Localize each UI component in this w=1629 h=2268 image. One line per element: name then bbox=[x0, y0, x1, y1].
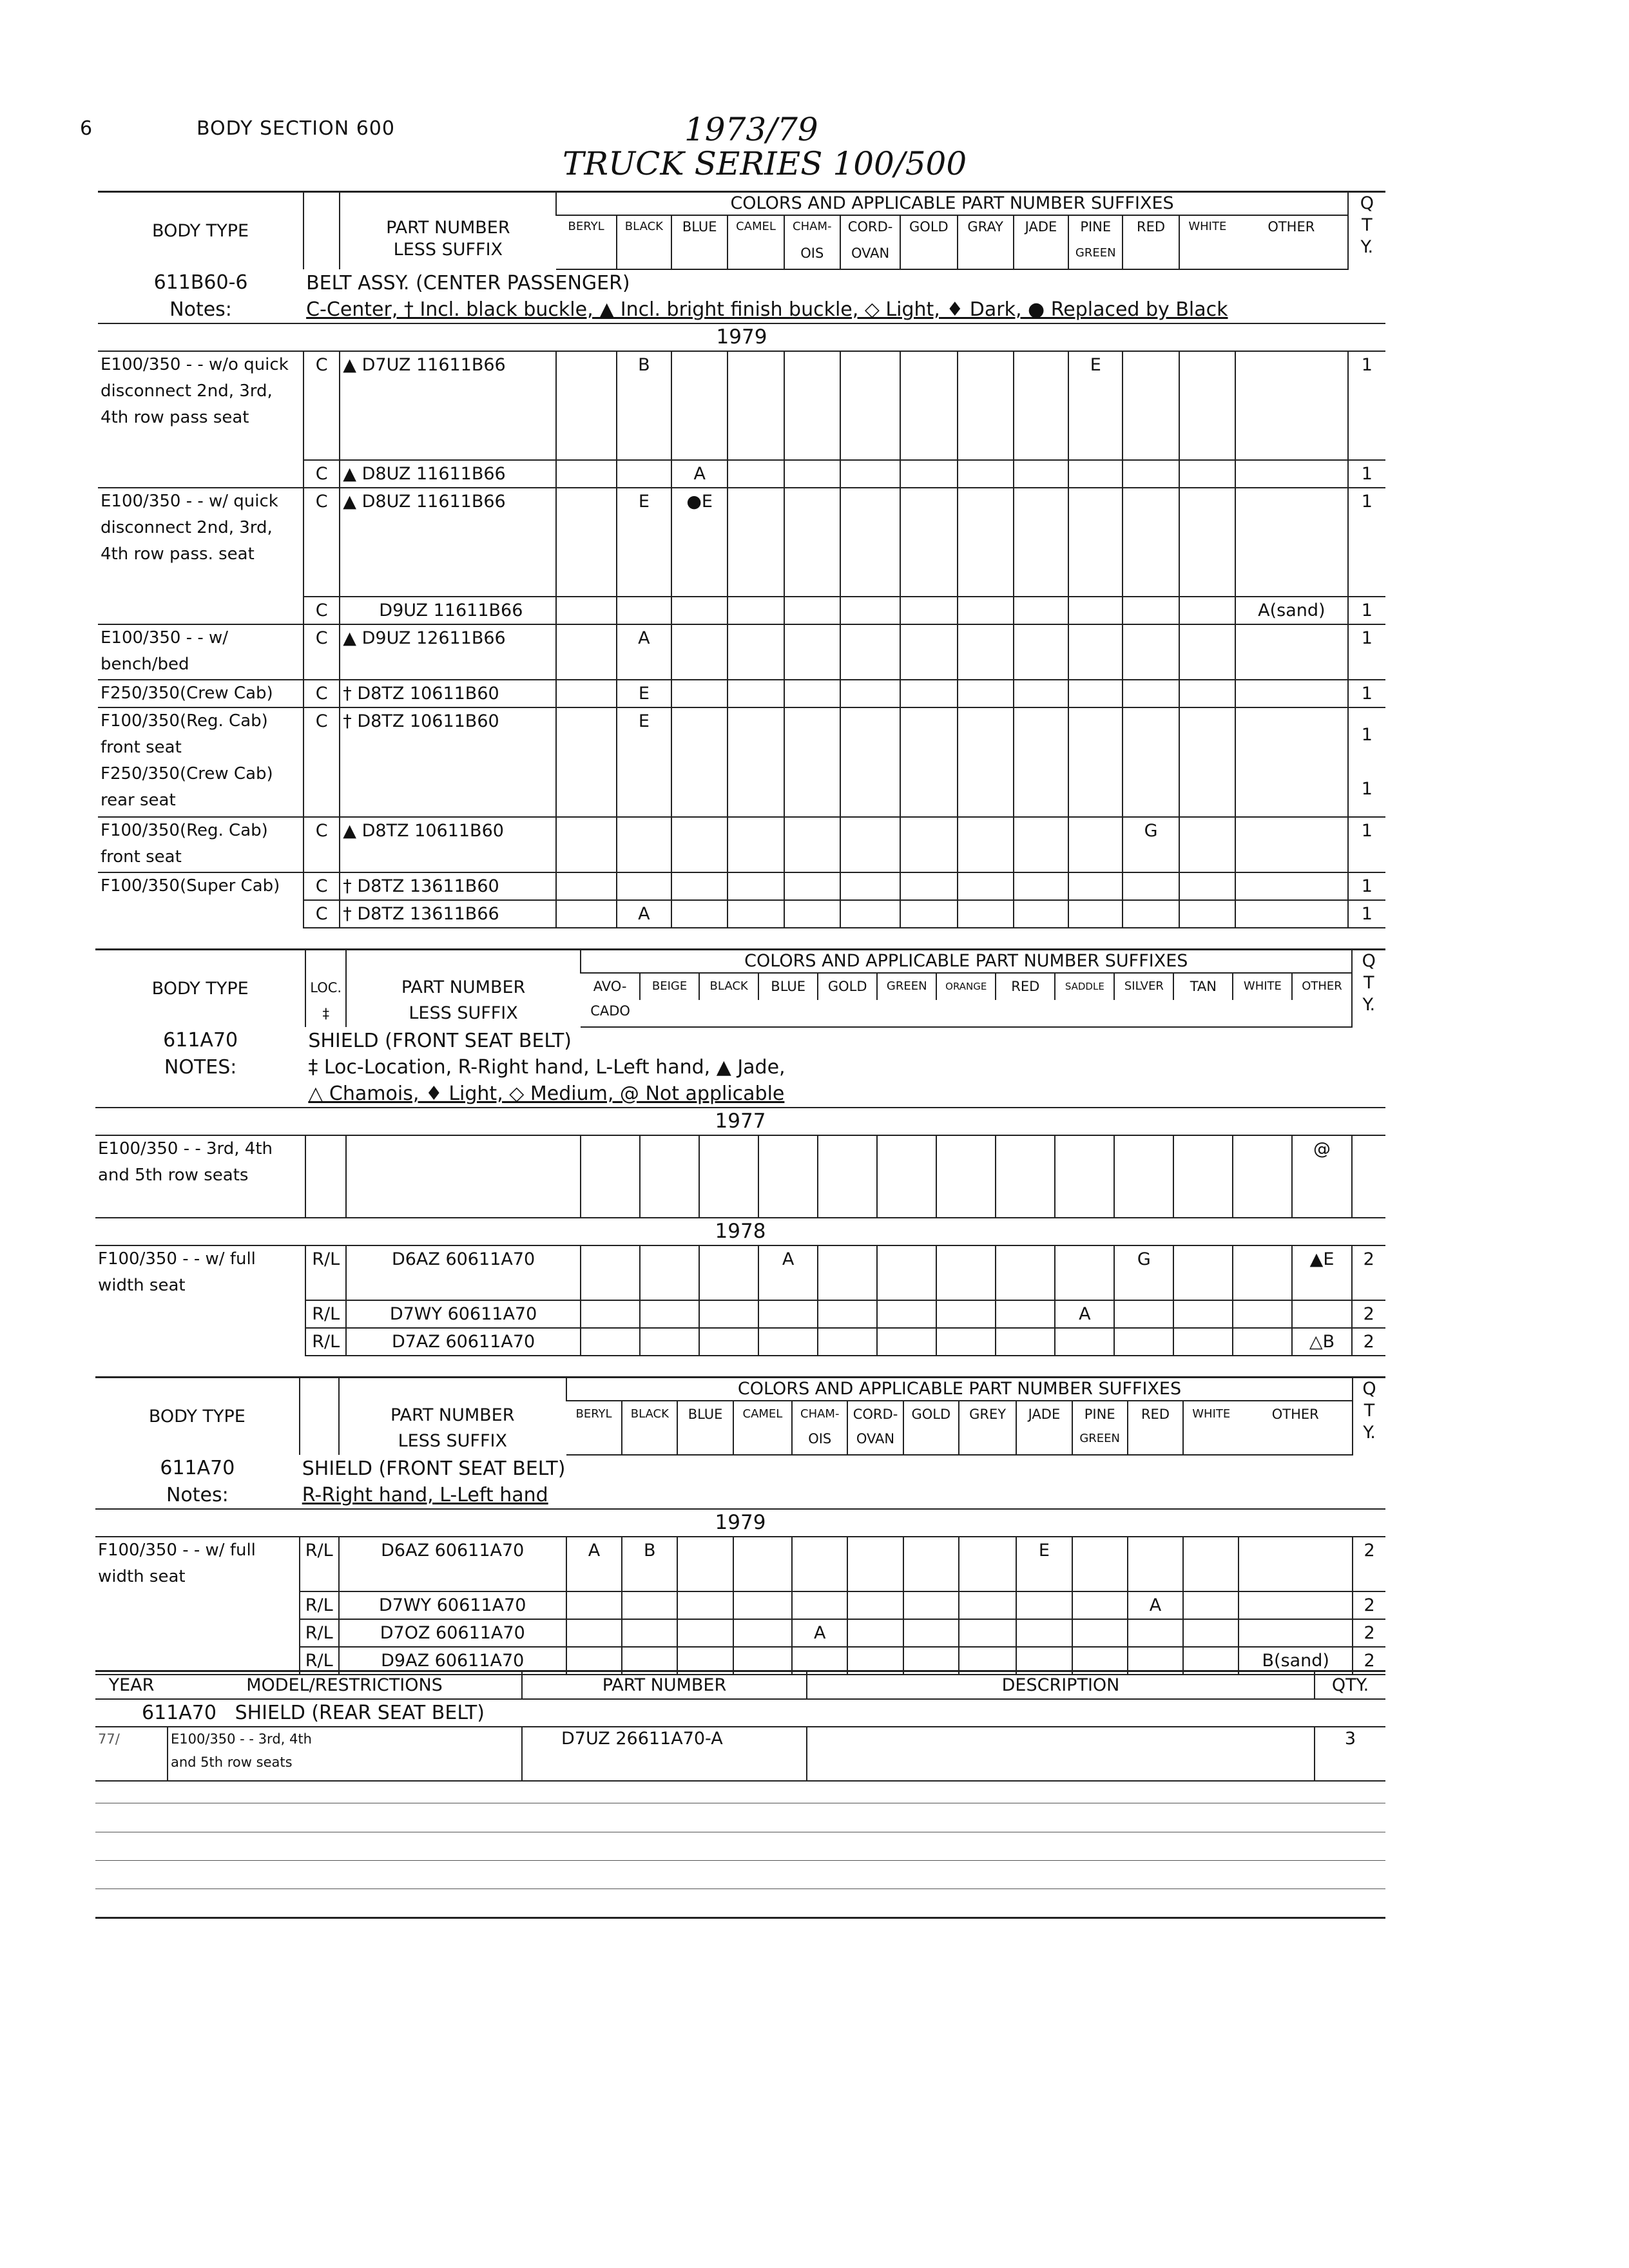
color-col: BLUE bbox=[671, 215, 728, 242]
color-col: CAMEL bbox=[733, 1401, 792, 1428]
qty-cell: 1 bbox=[1348, 680, 1385, 707]
header-description: DESCRIPTION bbox=[807, 1671, 1315, 1700]
loc-cell: C bbox=[304, 597, 340, 624]
color-col-2: GREEN bbox=[1068, 242, 1123, 269]
header-qty: Q T Y. bbox=[1352, 950, 1385, 1028]
silver-cell: G bbox=[1114, 1245, 1173, 1300]
qty-cell: 1 bbox=[1348, 488, 1385, 597]
loc-cell: C bbox=[304, 900, 340, 928]
body-type-cell: F100/350(Reg. Cab) front seat F250/350(Crew Cab) rear seat bbox=[98, 707, 304, 817]
part-number-cell: ▲ D8UZ 11611B66 bbox=[340, 460, 556, 488]
beryl-cell: A bbox=[566, 1537, 622, 1591]
color-col: RED bbox=[1128, 1401, 1183, 1428]
part-code: 611B60-6 bbox=[153, 271, 248, 294]
body-type-cell: E100/350 - - w/o quick disconnect 2nd, 3rd, 4th row pass seat bbox=[98, 351, 304, 460]
part-number-cell: † D8TZ 13611B60 bbox=[340, 872, 556, 900]
table-shield-front-1978 bbox=[95, 948, 1385, 1356]
color-col: SADDLE bbox=[1055, 973, 1114, 1000]
header-part-number: PART NUMBER LESS SUFFIX bbox=[346, 950, 581, 1028]
body-type-cell: F250/350(Crew Cab) bbox=[98, 680, 304, 707]
color-col: GREY bbox=[959, 1401, 1016, 1428]
color-col: WHITE bbox=[1179, 215, 1235, 242]
color-col: CORD- bbox=[847, 1401, 903, 1428]
other-cell: A(sand) bbox=[1235, 597, 1348, 624]
blue-cell: A bbox=[758, 1245, 818, 1300]
bottom-rule bbox=[95, 1917, 1385, 1919]
part-number-cell: D7AZ 60611A70 bbox=[346, 1328, 581, 1356]
body-type-cell: E100/350 - - 3rd, 4th and 5th row seats bbox=[95, 1135, 305, 1218]
header-body-type: BODY TYPE bbox=[98, 192, 304, 270]
loc-cell: C bbox=[304, 872, 340, 900]
color-col: PINE bbox=[1068, 215, 1123, 242]
color-col: RED bbox=[1123, 215, 1179, 242]
color-col: CHAM- bbox=[792, 1401, 847, 1428]
color-col: OTHER bbox=[1271, 1407, 1319, 1422]
other-cell: △B bbox=[1292, 1328, 1351, 1356]
year-heading: 1979 bbox=[98, 323, 1385, 351]
part-number-cell: † D8TZ 10611B60 bbox=[340, 707, 556, 817]
part-code: 611A70 bbox=[160, 1457, 235, 1479]
header-qty: QTY. bbox=[1315, 1671, 1385, 1700]
part-number-cell: ▲ D9UZ 12611B66 bbox=[340, 624, 556, 680]
color-col: JADE bbox=[1014, 215, 1068, 242]
header-qty: Q T Y. bbox=[1353, 1378, 1385, 1456]
other-cell: @ bbox=[1292, 1135, 1351, 1218]
jade-cell: E bbox=[1016, 1537, 1072, 1591]
loc-cell: C bbox=[304, 817, 340, 872]
color-col-2: OVAN bbox=[847, 1428, 903, 1455]
color-col: OTHER bbox=[1292, 973, 1351, 1000]
color-col: BERYL bbox=[568, 220, 604, 233]
black-cell: E bbox=[617, 680, 671, 707]
color-col: CAMEL bbox=[728, 215, 784, 242]
part-number-cell: D9UZ 11611B66 bbox=[340, 597, 556, 624]
table-shield-rear bbox=[95, 1670, 1385, 1782]
color-col: PINE bbox=[1072, 1401, 1128, 1428]
qty-cell: 2 bbox=[1353, 1619, 1385, 1647]
qty-cell: 2 bbox=[1352, 1300, 1385, 1328]
loc-cell: C bbox=[304, 488, 340, 597]
color-col: OTHER bbox=[1268, 219, 1315, 235]
color-col-2: OIS bbox=[784, 242, 840, 269]
color-col: BLUE bbox=[677, 1401, 733, 1428]
blue-cell: A bbox=[671, 460, 728, 488]
part-number-cell: D6AZ 60611A70 bbox=[339, 1537, 566, 1591]
qty-cell: 2 bbox=[1352, 1245, 1385, 1300]
color-col: BLACK bbox=[617, 215, 671, 242]
color-col-2: OVAN bbox=[840, 242, 900, 269]
qty-cell: 1 bbox=[1348, 460, 1385, 488]
year-heading: 1977 bbox=[95, 1108, 1385, 1135]
qty-cell: 2 bbox=[1353, 1647, 1385, 1675]
blank-line bbox=[95, 1888, 1385, 1889]
color-col: BERYL bbox=[575, 1407, 612, 1421]
header-body-type: BODY TYPE bbox=[95, 1378, 300, 1456]
series-title: TRUCK SERIES 100/500 bbox=[563, 145, 967, 182]
header-loc: LOC. ‡ bbox=[305, 950, 346, 1028]
body-type-cell: F100/350 - - w/ full width seat bbox=[95, 1537, 300, 1591]
black-cell: E bbox=[617, 488, 671, 597]
part-number-cell: D7UZ 26611A70-A bbox=[522, 1727, 807, 1781]
loc-cell: R/L bbox=[300, 1647, 339, 1675]
year-heading: 1978 bbox=[95, 1218, 1385, 1245]
color-col: RED bbox=[996, 973, 1055, 1000]
color-col: AVO- bbox=[593, 979, 627, 994]
body-type-cell: F100/350(Reg. Cab) front seat bbox=[98, 817, 304, 872]
red-cell: G bbox=[1123, 817, 1179, 872]
header-colors-title: COLORS AND APPLICABLE PART NUMBER SUFFIXES bbox=[566, 1378, 1353, 1401]
color-col: SILVER bbox=[1114, 973, 1173, 1000]
jade-cell: E bbox=[1068, 351, 1123, 460]
body-type-cell: E100/350 - - w/ quick disconnect 2nd, 3rd, 4th row pass. seat bbox=[98, 488, 304, 597]
part-description: BELT ASSY. (CENTER PASSENGER) bbox=[306, 272, 630, 294]
part-code-desc: 611A70 SHIELD (REAR SEAT BELT) bbox=[95, 1699, 522, 1727]
part-number-cell: D9AZ 60611A70 bbox=[339, 1647, 566, 1675]
color-col: WHITE bbox=[1233, 973, 1292, 1000]
body-type-cell: E100/350 - - w/ bench/bed bbox=[98, 624, 304, 680]
chamois-cell: A bbox=[792, 1619, 847, 1647]
qty-cell: 3 bbox=[1315, 1727, 1385, 1781]
red-cell: A bbox=[1128, 1591, 1183, 1619]
header-part: PART NUMBER bbox=[522, 1671, 807, 1700]
notes-text: R-Right hand, L-Left hand bbox=[300, 1482, 1385, 1509]
part-number-cell: ▲ D7UZ 11611B66 bbox=[340, 351, 556, 460]
loc-cell: C bbox=[304, 351, 340, 460]
qty-cell: 1 1 bbox=[1348, 707, 1385, 817]
color-col-2: GREEN bbox=[1072, 1428, 1128, 1455]
loc-cell: C bbox=[304, 624, 340, 680]
color-col: GOLD bbox=[903, 1401, 959, 1428]
table-shield-front-1979 bbox=[95, 1376, 1385, 1675]
part-number-cell: ▲ D8UZ 11611B66 bbox=[340, 488, 556, 597]
loc-cell: R/L bbox=[305, 1328, 346, 1356]
part-code: 611A70 bbox=[163, 1029, 238, 1052]
color-col: JADE bbox=[1016, 1401, 1072, 1428]
loc-cell: R/L bbox=[300, 1619, 339, 1647]
notes-text-2: △ Chamois, ♦ Light, ◇ Medium, @ Not applicable bbox=[305, 1081, 1385, 1108]
loc-cell: C bbox=[304, 680, 340, 707]
color-col-2: OIS bbox=[792, 1428, 847, 1455]
color-col: ORANGE bbox=[936, 973, 996, 1000]
color-col: GREEN bbox=[877, 973, 936, 1000]
part-number-cell: † D8TZ 13611B66 bbox=[340, 900, 556, 928]
part-number-cell: † D8TZ 10611B60 bbox=[340, 680, 556, 707]
part-number-cell: D6AZ 60611A70 bbox=[346, 1245, 581, 1300]
model-cell: E100/350 - - 3rd, 4th and 5th row seats bbox=[168, 1727, 522, 1781]
qty-cell: 1 bbox=[1348, 900, 1385, 928]
color-col: BEIGE bbox=[640, 973, 699, 1000]
color-col: BLUE bbox=[758, 973, 818, 1000]
color-col: GRAY bbox=[958, 215, 1014, 242]
header-qty: Q T Y. bbox=[1348, 192, 1385, 270]
color-col: CORD- bbox=[840, 215, 900, 242]
header-part-number: PART NUMBER LESS SUFFIX bbox=[339, 1378, 566, 1456]
color-col: GOLD bbox=[900, 215, 957, 242]
loc-cell: R/L bbox=[305, 1300, 346, 1328]
year-cell: 77/ bbox=[95, 1727, 168, 1781]
body-type-cell: F100/350(Super Cab) bbox=[98, 872, 304, 900]
part-description: SHIELD (FRONT SEAT BELT) bbox=[302, 1457, 566, 1480]
qty-cell: 2 bbox=[1352, 1328, 1385, 1356]
header-year: YEAR bbox=[95, 1671, 168, 1700]
qty-cell: 2 bbox=[1353, 1537, 1385, 1591]
section-title: BODY SECTION 600 bbox=[197, 117, 395, 140]
notes-text: ‡ Loc-Location, R-Right hand, L-Left hand, ▲ Jade, bbox=[308, 1056, 786, 1079]
qty-cell: 1 bbox=[1348, 872, 1385, 900]
black-cell: B bbox=[622, 1537, 677, 1591]
notes-text: C-Center, † Incl. black buckle, ▲ Incl. bright finish buckle, ◇ Light, ♦ Dark, ● Replaced by Black bbox=[304, 296, 1385, 323]
other-cell: ▲E bbox=[1292, 1245, 1351, 1300]
header-part-number: PART NUMBER LESS SUFFIX bbox=[340, 192, 556, 270]
color-col-2: CADO bbox=[581, 1000, 640, 1027]
loc-cell: C bbox=[304, 707, 340, 817]
blue-cell: ●E bbox=[671, 488, 728, 597]
color-col: TAN bbox=[1173, 973, 1233, 1000]
loc-cell: C bbox=[304, 460, 340, 488]
notes-label: Notes: bbox=[95, 1482, 300, 1509]
loc-cell: R/L bbox=[305, 1245, 346, 1300]
color-col: WHITE bbox=[1183, 1401, 1239, 1428]
other-cell: B(sand) bbox=[1239, 1647, 1353, 1675]
color-col: BLACK bbox=[622, 1401, 677, 1428]
qty-cell: 1 bbox=[1348, 597, 1385, 624]
notes-label: NOTES: bbox=[164, 1056, 237, 1079]
qty-cell: 2 bbox=[1353, 1591, 1385, 1619]
black-cell: A bbox=[617, 900, 671, 928]
color-col: CHAM- bbox=[784, 215, 840, 242]
part-number-cell: D7WY 60611A70 bbox=[346, 1300, 581, 1328]
notes-label: Notes: bbox=[98, 296, 304, 323]
table-belt-assy bbox=[98, 191, 1385, 928]
black-cell: E bbox=[617, 707, 671, 817]
color-col: GOLD bbox=[818, 973, 877, 1000]
qty-cell: 1 bbox=[1348, 351, 1385, 460]
saddle-cell: A bbox=[1055, 1300, 1114, 1328]
part-number-cell: D7OZ 60611A70 bbox=[339, 1619, 566, 1647]
part-number-cell: ▲ D8TZ 10611B60 bbox=[340, 817, 556, 872]
part-number-cell: D7WY 60611A70 bbox=[339, 1591, 566, 1619]
page-number: 6 bbox=[80, 117, 93, 140]
qty-cell: 1 bbox=[1348, 624, 1385, 680]
header-colors-title: COLORS AND APPLICABLE PART NUMBER SUFFIXES bbox=[556, 192, 1347, 216]
black-cell: B bbox=[617, 351, 671, 460]
year-heading: 1979 bbox=[95, 1509, 1385, 1537]
loc-cell: R/L bbox=[300, 1537, 339, 1591]
body-type-cell: F100/350 - - w/ full width seat bbox=[95, 1245, 305, 1300]
blank-line bbox=[95, 1860, 1385, 1861]
color-col: BLACK bbox=[699, 973, 758, 1000]
black-cell: A bbox=[617, 624, 671, 680]
loc-cell: R/L bbox=[300, 1591, 339, 1619]
header-model: MODEL/RESTRICTIONS bbox=[168, 1671, 522, 1700]
header-colors-title: COLORS AND APPLICABLE PART NUMBER SUFFIXES bbox=[581, 950, 1352, 974]
years-title: 1973/79 bbox=[684, 111, 818, 148]
header-body-type: BODY TYPE bbox=[95, 950, 305, 1028]
part-description: SHIELD (FRONT SEAT BELT) bbox=[308, 1030, 572, 1052]
qty-cell: 1 bbox=[1348, 817, 1385, 872]
